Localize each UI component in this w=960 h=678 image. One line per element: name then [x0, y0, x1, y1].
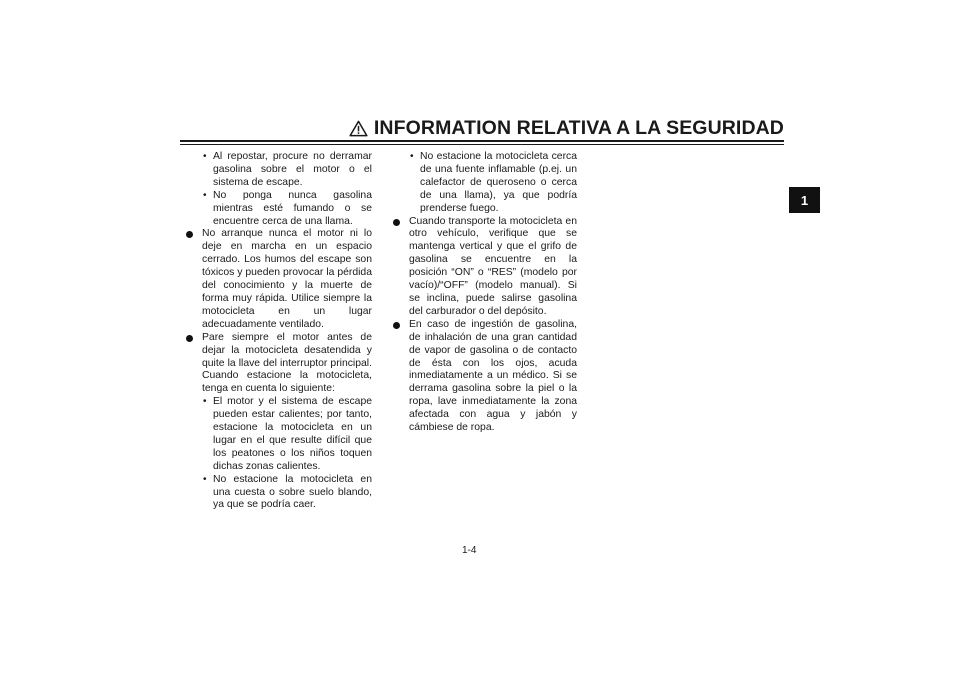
page-title: INFORMATION RELATIVA A LA SEGURIDAD	[373, 116, 784, 139]
warning-triangle-icon	[349, 120, 368, 137]
bullet-icon: •	[410, 151, 414, 162]
list-item: • No estacione la motocicleta en una cuesta o sobre suelo blando, ya que se podría caer.	[203, 473, 372, 511]
list-item: • No estacione la motocicleta cerca de una fuente inflamable (p.ej. un calefactor de queroseno o cerca de una llama), ya que podría prenderse fuego.	[410, 151, 577, 214]
bullet-icon: •	[203, 189, 207, 201]
bullet-icon: •	[203, 473, 207, 485]
list-item: Cuando transporte la motocicleta en otro vehículo, verifique que se mantenga vertical y que el grifo de gasolina se encuentre en la posición “ON” o “RES” (modelo por vacío)/“OFF” (modelo manual). Si se inclina, puede salirse gasolina del carburador o del depósito.	[393, 216, 577, 319]
dot-bullet-icon	[393, 322, 400, 329]
list-item: No arranque nunca el motor ni lo deje en marcha en un espacio cerrado. Los humos del escape son tóxicos y pueden provocar la pérdida del conocimiento y la muerte de forma muy rápida. Utilice siempre la motocicleta en un lugar adecuadamente ventilado.	[186, 228, 372, 331]
list-item: • No ponga nunca gasolina mientras esté fumando o se encuentre cerca de una llama.	[203, 189, 372, 227]
page-header	[180, 116, 784, 140]
dot-bullet-icon	[393, 219, 400, 226]
list-item: • Al repostar, procure no derramar gasolina sobre el motor o el sistema de escape.	[203, 151, 372, 188]
dot-bullet-icon	[186, 335, 193, 342]
header-rule-thin	[180, 144, 784, 145]
left-column	[186, 151, 372, 512]
dot-bullet-icon	[186, 231, 193, 238]
bullet-icon: •	[203, 396, 207, 408]
header-rule-thick	[180, 140, 784, 142]
chapter-tab: 1	[789, 187, 820, 213]
bullet-icon: •	[203, 151, 207, 162]
list-item: • El motor y el sistema de escape pueden estar calientes; por tanto, estacione la motocicleta en un lugar en el que resulte difícil que los peatones o los niños toquen dichas zonas calientes.	[203, 396, 372, 472]
right-column	[393, 151, 577, 435]
list-item: Pare siempre el motor antes de dejar la motocicleta desatendida y quite la llave del interruptor principal. Cuando estacione la motocicleta, tenga en cuenta lo siguiente:	[186, 332, 372, 397]
list-item: En caso de ingestión de gasolina, de inhalación de una gran cantidad de vapor de gasolina o de contacto de ésta con los ojos, acuda inmediatamente a un médico. Si se derrama gasolina sobre la piel o la ropa, lave inmediatamente la zona afectada con agua y jabón y cámbiese de ropa.	[393, 319, 577, 435]
page-number: 1-4	[462, 545, 477, 556]
